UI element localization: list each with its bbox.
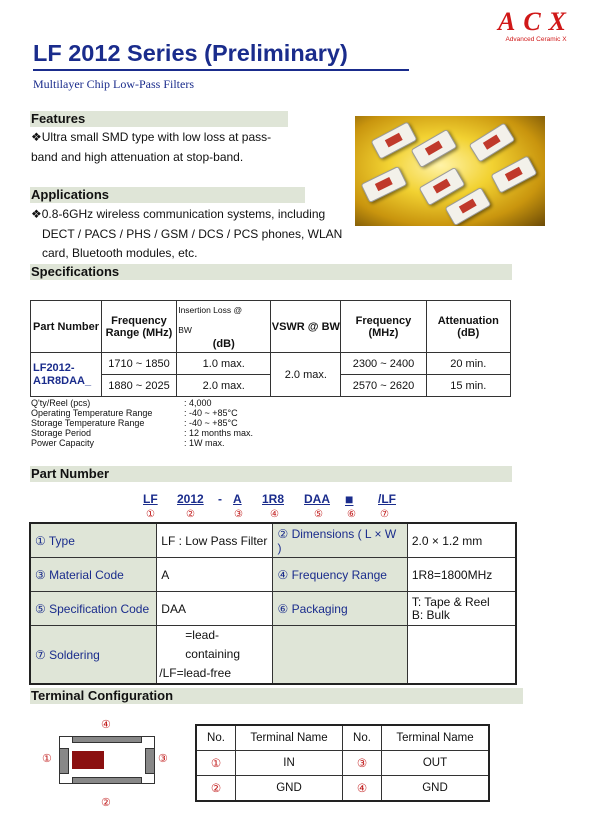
table-row — [196, 751, 489, 776]
terminal-label-top: ④ — [101, 719, 111, 731]
spec-header-frequency — [101, 301, 176, 353]
prop-value: : 12 months max. — [184, 428, 254, 438]
page-subtitle: Multilayer Chip Low-Pass Filters — [33, 77, 194, 91]
applications-line-3: card, Bluetooth modules, etc. — [42, 246, 198, 260]
part-code-table — [29, 522, 517, 685]
prop-label: Storage Period — [31, 428, 92, 438]
term-name: OUT — [382, 751, 490, 776]
code-value-material: A — [157, 558, 273, 592]
terminal-pad-top — [72, 736, 142, 743]
features-line-2: band and high attenuation at stop-band. — [31, 150, 244, 164]
spec-loss-1: 1.0 max. — [177, 353, 271, 375]
code-label-dimensions: ② Dimensions ( L × W ) — [273, 523, 407, 558]
pn-index-2: ② — [186, 509, 195, 520]
il-line-1: Insertion Loss @ — [178, 305, 243, 315]
spec-att-2: 15 min. — [426, 375, 510, 397]
prop-label: Power Capacity — [31, 438, 95, 448]
product-photo — [355, 116, 545, 226]
logo-text: ACX — [497, 7, 575, 36]
il-line-2: BW — [178, 325, 192, 335]
pn-segment-lf: LF — [143, 492, 158, 506]
spec-header-vswr: VSWR @ BW — [271, 301, 341, 353]
prop-value: : -40 ~ +85°C — [184, 408, 238, 418]
pn-segment-lf-suffix: /LF — [378, 492, 396, 506]
pn-index-3: ③ — [234, 509, 243, 520]
packaging-tape: T: Tape & Reel — [411, 594, 490, 609]
spec-loss-2: 2.0 max. — [177, 375, 271, 397]
spec-header-stop-frequency: Frequency (MHz) — [341, 301, 426, 353]
spec-freq-2: 1880 ~ 2025 — [101, 375, 176, 397]
terminal-label-left: ① — [42, 753, 52, 765]
term-name: IN — [236, 751, 343, 776]
code-value-type: LF : Low Pass Filter — [157, 523, 273, 558]
term-no: ③ — [343, 751, 382, 776]
specifications-heading: Specifications — [31, 264, 120, 279]
applications-line-1: ❖0.8-6GHz wireless communication systems, including — [31, 207, 326, 221]
terminal-heading: Terminal Configuration — [31, 688, 174, 703]
term-no: ② — [196, 776, 236, 802]
soldering-lead-free: /LF=lead-free — [159, 666, 232, 680]
terminal-pad-left — [59, 748, 69, 774]
term-name: GND — [236, 776, 343, 802]
code-label-soldering: ⑦ Soldering — [30, 626, 157, 685]
terminal-label-right: ③ — [158, 753, 168, 765]
features-heading: Features — [31, 111, 86, 126]
code-value-dimensions: 2.0 × 1.2 mm — [407, 523, 516, 558]
term-no: ① — [196, 751, 236, 776]
table-row — [31, 353, 511, 375]
soldering-lead: =lead-containing — [185, 628, 241, 661]
features-line-1: ❖Ultra small SMD type with low loss at pass- — [31, 130, 272, 144]
spec-header-insertion-loss — [177, 301, 271, 353]
pn-segment-a: A — [233, 492, 242, 506]
part-number-heading: Part Number — [31, 466, 110, 481]
title-underline — [33, 69, 409, 71]
prop-value: : 4,000 — [184, 398, 212, 408]
terminal-table — [195, 724, 490, 802]
spec-part-number: LF2012-A1R8DAA_ — [31, 353, 102, 397]
prop-value: : 1W max. — [184, 438, 225, 448]
prop-label: Q'ty/Reel (pcs) — [31, 398, 91, 408]
prop-label: Operating Temperature Range — [31, 408, 153, 418]
spec-vswr: 2.0 max. — [271, 353, 341, 397]
code-label-material: ③ Material Code — [30, 558, 157, 592]
code-value-empty — [407, 626, 516, 685]
table-row — [196, 776, 489, 802]
pn-segment-daa: DAA — [304, 492, 330, 506]
table-row — [30, 523, 516, 558]
spec-props-labels — [31, 398, 181, 448]
spec-stop-1: 2300 ~ 2400 — [341, 353, 426, 375]
pn-index-6: ⑥ — [347, 509, 356, 520]
spec-header-part-number: Part Number — [31, 301, 102, 353]
terminal-label-bottom: ② — [101, 797, 111, 809]
applications-line-2: DECT / PACS / PHS / GSM / DCS / PCS phones, WLAN — [42, 227, 343, 241]
code-value-packaging — [407, 592, 516, 626]
applications-heading: Applications — [31, 187, 110, 202]
page-title: LF 2012 Series (Preliminary) — [33, 40, 348, 66]
pn-segment-1r8: 1R8 — [262, 492, 285, 506]
table-row — [30, 592, 516, 626]
code-label-frequency: ④ Frequency Range — [273, 558, 407, 592]
code-label-type: ① Type — [30, 523, 157, 558]
pn-index-5: ⑤ — [314, 509, 323, 520]
packaging-bulk: B: Bulk — [411, 607, 450, 622]
pn-segment-box: ■ — [345, 491, 354, 507]
pn-index-7: ⑦ — [380, 509, 389, 520]
pn-index-4: ④ — [270, 509, 279, 520]
filter-marking — [72, 751, 104, 769]
code-value-frequency: 1R8=1800MHz — [407, 558, 516, 592]
prop-label: Storage Temperature Range — [31, 418, 145, 428]
company-logo — [491, 8, 581, 44]
term-name: GND — [382, 776, 490, 802]
code-label-empty — [273, 626, 407, 685]
il-line-3: (dB) — [212, 338, 235, 350]
code-label-packaging: ⑥ Packaging — [273, 592, 407, 626]
code-value-specification: DAA — [157, 592, 273, 626]
code-value-soldering — [157, 626, 273, 685]
pn-segment-2012: 2012 — [177, 492, 204, 506]
table-row — [30, 558, 516, 592]
term-header-name-1: Terminal Name — [236, 725, 343, 751]
term-header-no-1: No. — [196, 725, 236, 751]
terminal-pad-bottom — [72, 777, 142, 784]
spec-stop-2: 2570 ~ 2620 — [341, 375, 426, 397]
term-header-no-2: No. — [343, 725, 382, 751]
spec-props-values — [184, 398, 334, 448]
pn-segment-dash: - — [218, 492, 222, 506]
table-row — [30, 626, 516, 685]
term-no: ④ — [343, 776, 382, 802]
pn-index-1: ① — [146, 509, 155, 520]
spec-att-1: 20 min. — [426, 353, 510, 375]
terminal-diagram — [59, 736, 155, 784]
table-row — [31, 375, 511, 397]
prop-value: : -40 ~ +85°C — [184, 418, 238, 428]
table-row — [196, 725, 489, 751]
code-label-specification: ⑤ Specification Code — [30, 592, 157, 626]
spec-header-frequency-text: Frequency Range (MHz) — [105, 314, 173, 339]
term-header-name-2: Terminal Name — [382, 725, 490, 751]
terminal-pad-right — [145, 748, 155, 774]
spec-table — [30, 300, 511, 397]
logo-subtext: Advanced Ceramic X — [505, 36, 567, 43]
spec-freq-1: 1710 ~ 1850 — [101, 353, 176, 375]
spec-header-attenuation: Attenuation (dB) — [426, 301, 510, 353]
